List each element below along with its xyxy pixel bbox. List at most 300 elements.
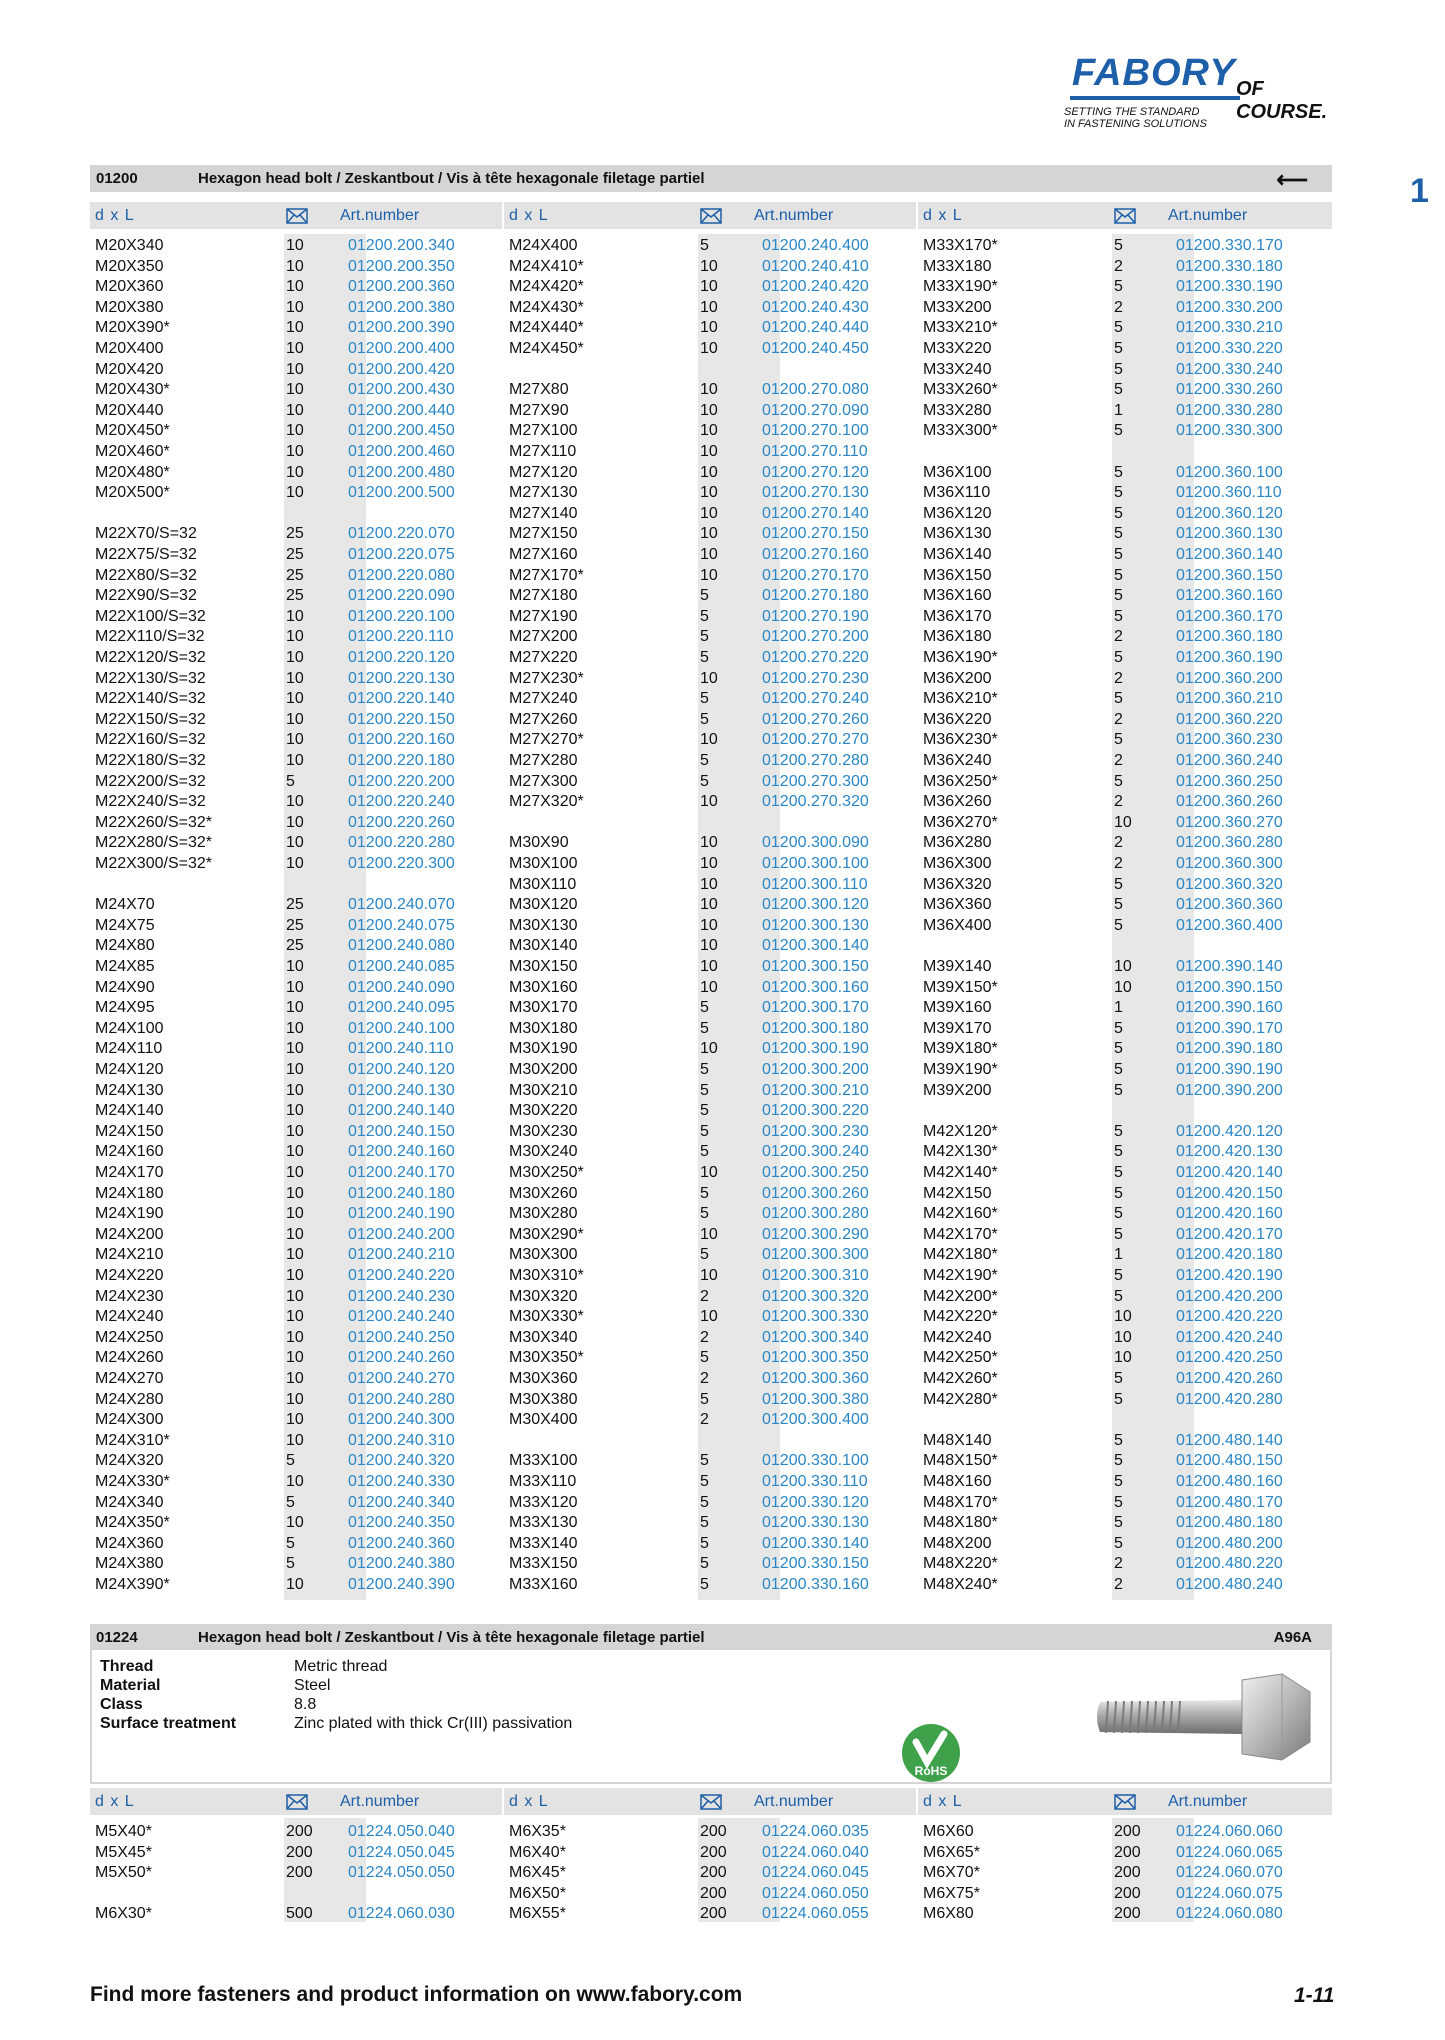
article-number-link[interactable]: 01200.300.340 [762,1328,869,1346]
article-number-link[interactable]: 01200.360.280 [1176,834,1283,852]
article-number-link[interactable]: 01224.060.055 [762,1905,869,1923]
article-number-link[interactable]: 01200.300.350 [762,1349,869,1367]
article-number-link[interactable]: 01200.330.280 [1176,401,1283,419]
article-number-link[interactable]: 01224.060.070 [1176,1864,1283,1882]
size-cell: M20X500* [95,484,170,502]
size-cell: M22X280/S=32* [95,834,212,852]
article-number-link[interactable]: 01200.420.200 [1176,1287,1283,1305]
article-number-link[interactable]: 01200.480.160 [1176,1473,1283,1490]
pack-quantity-cell: 5 [700,1081,709,1099]
size-cell: M33X120 [509,1493,578,1511]
article-number-link[interactable]: 01200.270.230 [762,669,869,687]
article-number-link[interactable]: 01200.240.430 [762,298,869,316]
article-number-link[interactable]: 01200.300.360 [762,1370,869,1387]
article-number-link[interactable]: 01200.300.120 [762,896,869,914]
size-cell: M36X150 [923,566,992,584]
article-number-link[interactable]: 01200.240.340 [348,1493,455,1511]
pack-quantity-cell: 10 [1114,978,1132,996]
article-number-link[interactable]: 01200.270.240 [762,690,869,708]
article-number-link[interactable]: 01200.240.250 [348,1328,455,1346]
article-number-link[interactable]: 01200.240.400 [762,237,869,254]
size-cell: M6X75* [923,1884,980,1902]
article-number-link[interactable]: 01200.420.120 [1176,1122,1283,1140]
article-number-link[interactable]: 01200.270.300 [762,772,869,790]
size-cell: M24X250 [95,1328,164,1346]
article-number-link[interactable]: 01200.220.200 [348,772,455,790]
size-cell: M36X230* [923,731,998,749]
spec-value: 8.8 [294,1696,317,1713]
article-number-link[interactable]: 01200.220.110 [348,628,454,646]
back-arrow-icon[interactable]: ⟵ [1276,167,1308,192]
size-cell: M20X430* [95,381,170,399]
article-number-link[interactable]: 01200.300.110 [762,875,868,893]
article-number-link[interactable]: 01200.240.130 [348,1081,455,1099]
size-cell: M42X190* [923,1267,998,1284]
size-cell: M6X30* [95,1905,152,1923]
article-number-link[interactable]: 01200.360.190 [1176,649,1283,666]
article-number-link[interactable]: 01200.240.390 [348,1576,455,1593]
article-number-link[interactable]: 01200.360.320 [1176,875,1283,893]
article-number-link[interactable]: 01200.300.190 [762,1040,869,1058]
envelope-icon [286,1794,308,1810]
article-number-link[interactable]: 01200.300.230 [762,1122,869,1140]
article-number-link[interactable]: 01200.240.180 [348,1184,455,1202]
pack-quantity-cell: 5 [1114,896,1123,914]
size-cell: M30X350* [509,1349,584,1367]
article-number-link[interactable]: 01200.300.140 [762,937,869,955]
article-number-link[interactable]: 01200.300.260 [762,1184,869,1202]
article-number-link[interactable]: 01200.200.350 [348,257,455,275]
article-number-link[interactable]: 01200.360.170 [1176,607,1283,625]
article-number-link[interactable]: 01200.240.440 [762,319,869,337]
pack-quantity-cell: 5 [700,1349,709,1367]
size-cell: M20X480* [95,463,170,481]
article-number-link[interactable]: 01200.240.210 [348,1246,455,1264]
article-number-link[interactable]: 01200.200.400 [348,340,455,357]
article-number-link[interactable]: 01200.200.500 [348,484,455,502]
article-number-link[interactable]: 01200.220.280 [348,834,455,852]
article-number-link[interactable]: 01200.220.130 [348,669,455,687]
pack-quantity-cell: 200 [1114,1905,1141,1923]
article-number-link[interactable]: 01200.270.220 [762,649,869,666]
pack-quantity-cell: 2 [1114,669,1123,687]
article-number-link[interactable]: 01200.300.100 [762,855,869,872]
article-number-link[interactable]: 01200.390.170 [1176,1019,1283,1037]
article-number-link[interactable]: 01200.270.320 [762,793,869,811]
pack-quantity-cell: 10 [286,360,304,378]
article-number-link[interactable]: 01200.330.140 [762,1534,869,1552]
article-number-link[interactable]: 01200.220.260 [348,813,455,831]
article-number-link[interactable]: 01224.060.040 [762,1843,869,1861]
article-number-link[interactable]: 01200.300.310 [762,1267,869,1284]
size-cell: M27X240 [509,690,578,708]
article-number-link[interactable]: 01200.360.400 [1176,916,1283,934]
product-specs [90,1650,1332,1784]
article-number-link[interactable]: 01200.300.090 [762,834,869,852]
pack-quantity-cell: 5 [700,1019,709,1037]
article-number-link[interactable]: 01200.330.170 [1176,237,1283,254]
article-number-link[interactable]: 01200.270.260 [762,710,869,728]
article-number-link[interactable]: 01200.240.110 [348,1040,454,1058]
size-cell: M30X280 [509,1205,578,1223]
article-number-link[interactable]: 01200.270.200 [762,628,869,646]
article-number-link[interactable]: 01200.300.250 [762,1164,869,1181]
article-number-link[interactable]: 01200.220.240 [348,793,455,811]
article-number-link[interactable]: 01200.360.100 [1176,463,1283,481]
article-number-link[interactable]: 01200.330.190 [1176,278,1283,296]
size-cell: M24X360 [95,1534,164,1552]
pack-quantity-cell: 5 [1114,1019,1123,1037]
article-number-link[interactable]: 01200.200.430 [348,381,455,399]
article-number-link[interactable]: 01200.240.270 [348,1370,455,1387]
article-number-link[interactable]: 01200.270.100 [762,422,869,440]
size-cell: M27X170* [509,566,584,584]
article-number-link[interactable]: 01224.050.040 [348,1823,455,1840]
article-number-link[interactable]: 01200.480.170 [1176,1493,1283,1511]
article-number-link[interactable]: 01200.220.140 [348,690,455,708]
article-number-link[interactable]: 01200.420.170 [1176,1225,1283,1243]
article-number-link[interactable]: 01200.420.140 [1176,1164,1283,1181]
article-number-link[interactable]: 01200.330.180 [1176,257,1283,275]
article-number-link[interactable]: 01200.330.210 [1176,319,1283,337]
article-number-link[interactable]: 01200.270.150 [762,525,869,543]
size-cell: M22X240/S=32 [95,793,206,811]
pack-quantity-cell: 25 [286,896,304,914]
article-number-link[interactable]: 01200.270.180 [762,587,869,605]
article-number-link[interactable]: 01200.480.140 [1176,1431,1283,1449]
article-number-link[interactable]: 01200.330.100 [762,1452,869,1470]
article-number-link[interactable]: 01200.240.075 [348,916,455,934]
article-number-link[interactable]: 01200.200.390 [348,319,455,337]
size-cell: M20X400 [95,340,164,357]
pack-quantity-cell: 5 [700,1555,709,1573]
article-number-link[interactable]: 01200.330.220 [1176,340,1283,357]
article-number-link[interactable]: 01200.360.300 [1176,855,1283,872]
article-number-link[interactable]: 01200.270.270 [762,731,869,749]
article-number-link[interactable]: 01200.300.280 [762,1205,869,1223]
pack-quantity-cell: 10 [700,875,718,893]
article-number-link[interactable]: 01200.300.130 [762,916,869,934]
header-art-number: Art.number [754,207,834,224]
article-number-link[interactable]: 01200.220.080 [348,566,455,584]
size-cell: M27X200 [509,628,578,646]
fabory-logo[interactable] [1058,52,1358,137]
article-number-link[interactable]: 01200.420.130 [1176,1143,1283,1161]
article-number-link[interactable]: 01200.300.290 [762,1225,869,1243]
pack-quantity-cell: 5 [700,1514,709,1532]
article-number-link[interactable]: 01200.240.090 [348,978,455,996]
article-number-link[interactable]: 01200.240.120 [348,1061,455,1078]
article-number-link[interactable]: 01200.270.280 [762,752,869,769]
article-number-link[interactable]: 01200.330.150 [762,1555,869,1573]
article-number-link[interactable]: 01200.420.150 [1176,1184,1283,1202]
article-number-link[interactable]: 01224.060.075 [1176,1884,1283,1902]
size-cell: M22X130/S=32 [95,669,206,687]
article-number-link[interactable]: 01200.360.230 [1176,731,1283,749]
article-number-link[interactable]: 01200.270.090 [762,401,869,419]
article-number-link[interactable]: 01200.300.300 [762,1246,869,1264]
size-cell: M42X260* [923,1370,998,1387]
article-number-link[interactable]: 01200.420.240 [1176,1328,1283,1346]
article-number-link[interactable]: 01200.270.190 [762,607,869,625]
article-number-link[interactable]: 01200.240.350 [348,1514,455,1532]
article-number-link[interactable]: 01200.270.130 [762,484,869,502]
article-number-link[interactable]: 01200.420.260 [1176,1370,1283,1387]
article-number-link[interactable]: 01200.330.200 [1176,298,1283,316]
pack-quantity-cell: 5 [1114,1493,1123,1511]
article-number-link[interactable]: 01200.200.340 [348,237,455,254]
article-number-link[interactable]: 01200.270.120 [762,463,869,481]
pack-quantity-cell: 10 [700,1267,718,1284]
article-number-link[interactable]: 01200.480.220 [1176,1555,1283,1573]
article-number-link[interactable]: 01200.200.460 [348,443,455,460]
size-cell: M27X270* [509,731,584,749]
article-number-link[interactable]: 01200.360.240 [1176,752,1283,769]
article-number-link[interactable]: 01224.050.045 [348,1843,455,1861]
pack-quantity-cell: 10 [286,1431,304,1449]
size-cell: M36X180 [923,628,992,646]
article-number-link[interactable]: 01200.330.110 [762,1473,868,1490]
article-number-link[interactable]: 01200.200.420 [348,360,455,378]
pack-quantity-cell: 5 [1114,237,1123,254]
article-number-link[interactable]: 01200.300.240 [762,1143,869,1161]
article-number-link[interactable]: 01200.360.360 [1176,896,1283,914]
size-cell: M30X90 [509,834,569,852]
article-number-link[interactable]: 01200.330.300 [1176,422,1283,440]
article-number-link[interactable]: 01200.360.180 [1176,628,1283,646]
section-title: Hexagon head bolt / Zeskantbout / Vis à tête hexagonale filetage partiel [198,1629,705,1646]
size-cell: M42X280* [923,1390,998,1408]
size-cell: M22X140/S=32 [95,690,206,708]
footer-text[interactable]: Find more fasteners and product information on www.fabory.com [90,1983,743,2006]
article-number-link[interactable]: 01200.200.440 [348,401,455,419]
article-number-link[interactable]: 01224.060.045 [762,1864,869,1882]
article-number-link[interactable]: 01200.300.160 [762,978,869,996]
article-number-link[interactable]: 01200.220.100 [348,607,455,625]
article-number-link[interactable]: 01200.220.070 [348,525,455,543]
article-number-link[interactable]: 01200.480.150 [1176,1452,1283,1470]
size-cell: M39X180* [923,1040,998,1058]
size-cell: M24X300 [95,1411,164,1429]
article-number-link[interactable]: 01200.240.085 [348,958,455,975]
article-number-link[interactable]: 01200.240.140 [348,1102,455,1120]
article-number-link[interactable]: 01200.240.310 [348,1431,455,1449]
article-number-link[interactable]: 01200.220.120 [348,649,455,666]
article-number-link[interactable]: 01200.420.180 [1176,1246,1283,1264]
article-number-link[interactable]: 01200.330.260 [1176,381,1283,399]
pack-quantity-cell: 10 [700,978,718,996]
article-number-link[interactable]: 01200.390.140 [1176,958,1283,975]
article-number-link[interactable]: 01200.330.240 [1176,360,1283,378]
pack-quantity-cell: 10 [700,484,718,502]
article-number-link[interactable]: 01200.480.180 [1176,1514,1283,1532]
article-number-link[interactable]: 01224.060.035 [762,1823,869,1840]
pack-quantity-cell: 2 [1114,710,1123,728]
article-number-link[interactable]: 01224.060.030 [348,1905,455,1923]
article-number-link[interactable]: 01200.330.130 [762,1514,869,1532]
article-number-link[interactable]: 01200.420.220 [1176,1308,1283,1326]
article-number-link[interactable]: 01200.240.410 [762,257,869,275]
article-number-link[interactable]: 01200.200.480 [348,463,455,481]
article-number-link[interactable]: 01224.060.080 [1176,1905,1283,1923]
article-number-link[interactable]: 01200.220.090 [348,587,455,605]
article-number-link[interactable]: 01200.360.130 [1176,525,1283,543]
spec-value: Zinc plated with thick Cr(III) passivation [294,1715,573,1732]
article-number-link[interactable]: 01200.220.300 [348,855,455,872]
pack-quantity-cell: 5 [1114,463,1123,481]
pack-quantity-cell: 10 [286,607,304,625]
article-number-link[interactable]: 01200.270.080 [762,381,869,399]
article-number-link[interactable]: 01200.360.260 [1176,793,1283,811]
size-cell: M36X110 [923,484,991,502]
article-number-link[interactable]: 01200.240.320 [348,1452,455,1470]
article-number-link[interactable]: 01200.480.240 [1176,1576,1283,1593]
article-number-link[interactable]: 01200.240.170 [348,1164,455,1181]
article-number-link[interactable]: 01224.060.050 [762,1884,869,1902]
pack-quantity-cell: 5 [1114,1143,1123,1161]
article-number-link[interactable]: 01200.360.150 [1176,566,1283,584]
article-number-link[interactable]: 01200.390.180 [1176,1040,1283,1058]
article-number-link[interactable]: 01200.420.280 [1176,1390,1283,1408]
pack-quantity-cell: 5 [700,1452,709,1470]
article-number-link[interactable]: 01200.360.220 [1176,710,1283,728]
size-cell: M42X150 [923,1184,992,1202]
article-number-link[interactable]: 01200.300.210 [762,1081,869,1099]
article-number-link[interactable]: 01224.060.065 [1176,1843,1283,1861]
article-number-link[interactable]: 01200.240.150 [348,1122,455,1140]
pack-quantity-cell: 200 [1114,1823,1141,1840]
pack-quantity-cell: 10 [286,401,304,419]
article-number-link[interactable]: 01200.270.110 [762,443,868,460]
pack-quantity-cell: 25 [286,566,304,584]
size-cell: M20X380 [95,298,164,316]
pack-quantity-cell: 200 [700,1884,727,1902]
pack-quantity-cell: 200 [1114,1843,1141,1861]
article-number-link[interactable]: 01200.270.170 [762,566,869,584]
article-number-link[interactable]: 01200.240.100 [348,1019,455,1037]
article-number-link[interactable]: 01200.480.200 [1176,1534,1283,1552]
article-number-link[interactable]: 01200.270.140 [762,504,869,522]
article-number-link[interactable]: 01200.240.220 [348,1267,455,1284]
size-cell: M30X260 [509,1184,578,1202]
article-number-link[interactable]: 01200.270.160 [762,546,869,563]
size-cell: M30X290* [509,1225,584,1243]
article-number-link[interactable]: 01200.200.360 [348,278,455,296]
article-number-link[interactable]: 01200.300.200 [762,1061,869,1078]
article-number-link[interactable]: 01200.240.300 [348,1411,455,1429]
pack-quantity-cell: 5 [286,1452,295,1470]
article-number-link[interactable]: 01200.390.200 [1176,1081,1283,1099]
article-number-link[interactable]: 01200.240.260 [348,1349,455,1367]
article-number-link[interactable]: 01224.050.050 [348,1864,455,1882]
article-number-link[interactable]: 01200.420.250 [1176,1349,1283,1367]
pack-quantity-cell: 10 [286,999,304,1017]
article-number-link[interactable]: 01200.240.230 [348,1287,455,1305]
article-number-link[interactable]: 01200.240.095 [348,999,455,1017]
pack-quantity-cell: 10 [700,566,718,584]
article-number-link[interactable]: 01200.360.210 [1176,690,1283,708]
logo-tagline: OF COURSE. [1236,78,1328,123]
article-number-link[interactable]: 01224.060.060 [1176,1823,1283,1840]
article-number-link[interactable]: 01200.300.380 [762,1390,869,1408]
article-number-link[interactable]: 01200.240.280 [348,1390,455,1408]
size-cell: M24X410* [509,257,584,275]
article-number-link[interactable]: 01200.240.200 [348,1225,455,1243]
article-number-link[interactable]: 01200.360.270 [1176,813,1283,831]
article-number-link[interactable]: 01200.300.220 [762,1102,869,1120]
article-number-link[interactable]: 01200.220.160 [348,731,455,749]
article-number-link[interactable]: 01200.360.120 [1176,504,1283,522]
article-number-link[interactable]: 01200.220.075 [348,546,455,563]
article-number-link[interactable]: 01200.360.200 [1176,669,1283,687]
size-cell: M22X150/S=32 [95,710,206,728]
article-number-link[interactable]: 01200.300.170 [762,999,869,1017]
size-cell: M30X300 [509,1246,578,1264]
article-number-link[interactable]: 01200.330.120 [762,1493,869,1511]
article-number-link[interactable]: 01200.240.330 [348,1473,455,1490]
article-number-link[interactable]: 01200.240.190 [348,1205,455,1223]
article-number-link[interactable]: 01200.390.160 [1176,999,1283,1017]
envelope-icon [1114,1794,1136,1810]
article-number-link[interactable]: 01200.240.070 [348,896,455,914]
article-number-link[interactable]: 01200.240.420 [762,278,869,296]
article-number-link[interactable]: 01200.360.110 [1176,484,1282,502]
logo-underline [1070,96,1240,100]
article-number-link[interactable]: 01200.390.190 [1176,1061,1283,1078]
article-number-link[interactable]: 01200.240.160 [348,1143,455,1161]
pack-quantity-cell: 5 [1114,422,1123,440]
size-cell: M27X100 [509,422,578,440]
size-cell: M42X250* [923,1349,998,1367]
size-cell: M24X210 [95,1246,164,1264]
article-number-link[interactable]: 01200.240.380 [348,1555,455,1573]
article-number-link[interactable]: 01200.420.160 [1176,1205,1283,1223]
pack-quantity-cell: 10 [286,978,304,996]
article-number-link[interactable]: 01200.200.380 [348,298,455,316]
article-number-link[interactable]: 01200.300.180 [762,1019,869,1037]
article-number-link[interactable]: 01200.390.150 [1176,978,1283,996]
pack-quantity-cell: 5 [1114,1225,1123,1243]
article-number-link[interactable]: 01200.240.080 [348,937,455,955]
pack-quantity-cell: 5 [700,1246,709,1264]
article-number-link[interactable]: 01200.300.400 [762,1411,869,1429]
article-number-link[interactable]: 01200.300.150 [762,958,869,975]
article-number-link[interactable]: 01200.420.190 [1176,1267,1283,1284]
article-number-link[interactable]: 01200.240.240 [348,1308,455,1326]
column-header-group [504,1788,916,1815]
article-number-link[interactable]: 01200.360.250 [1176,772,1283,790]
article-number-link[interactable]: 01200.240.450 [762,340,869,357]
article-number-link[interactable]: 01200.300.320 [762,1287,869,1305]
column-header-group [918,202,1332,229]
pack-quantity-cell: 10 [286,1246,304,1264]
article-number-link[interactable]: 01200.330.160 [762,1576,869,1593]
size-cell: M24X390* [95,1576,170,1593]
size-cell: M36X280 [923,834,992,852]
size-cell: M24X380 [95,1555,164,1573]
article-number-link[interactable]: 01200.220.180 [348,752,455,769]
pack-quantity-cell: 200 [286,1864,313,1882]
article-number-link[interactable]: 01200.220.150 [348,710,455,728]
size-cell: M30X310* [509,1267,584,1284]
article-number-link[interactable]: 01200.360.160 [1176,587,1283,605]
pack-quantity-cell: 5 [700,1534,709,1552]
size-cell: M20X440 [95,401,164,419]
article-number-link[interactable]: 01200.240.360 [348,1534,455,1552]
article-number-link[interactable]: 01200.200.450 [348,422,455,440]
article-number-link[interactable]: 01200.360.140 [1176,546,1283,563]
article-number-link[interactable]: 01200.300.330 [762,1308,869,1326]
